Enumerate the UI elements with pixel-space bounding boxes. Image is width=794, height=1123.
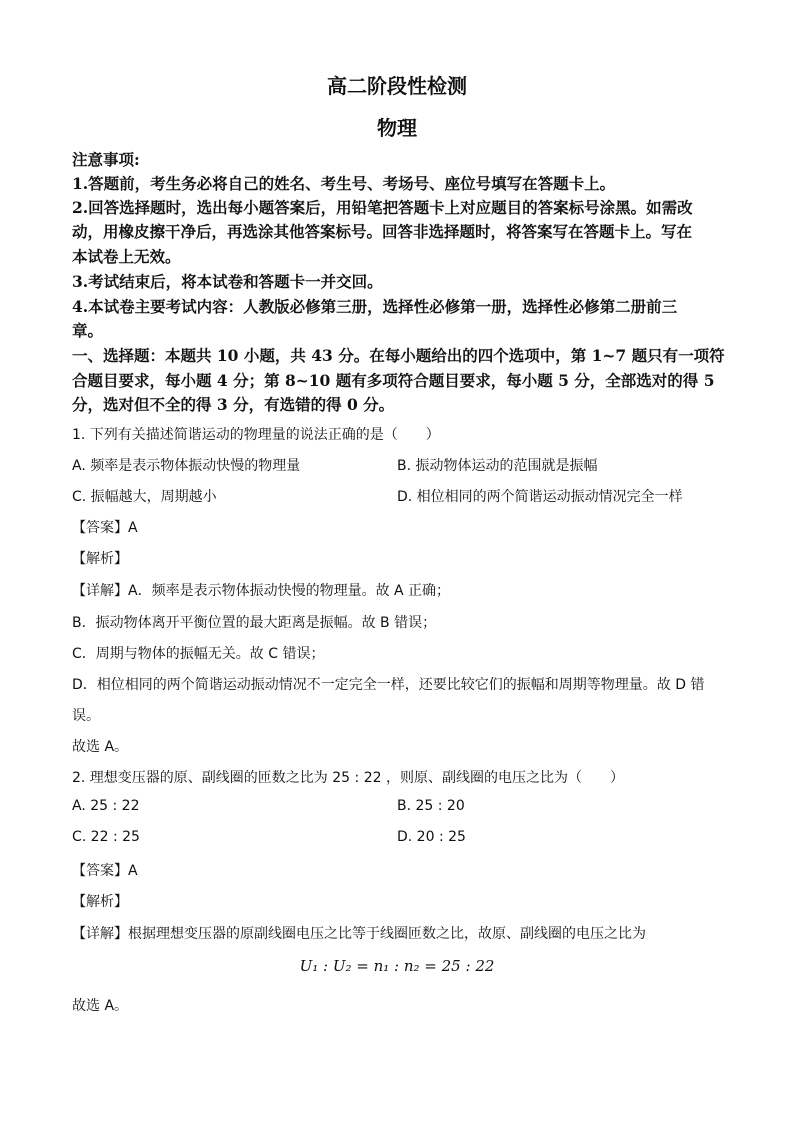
note-line: 2.回答选择题时，选出每小题答案后，用铅笔把答题卡上对应题目的答案标号涂黑。如需改 <box>72 198 693 217</box>
note-line: 3.考试结束后，将本试卷和答题卡一并交回。 <box>72 272 383 291</box>
section-instruction: 一、选择题：本题共 10 小题，共 43 分。在每小题给出的四个选项中，第 1~7 题只有一项符 <box>72 346 725 365</box>
note-line: 1.答题前，考生务必将自己的姓名、考生号、考场号、座位号填写在答题卡上。 <box>72 174 616 193</box>
q2-analysis-label: 【解析】 <box>72 894 128 910</box>
q2-option-a: A. 25 : 22 <box>72 798 140 814</box>
subject-title: 物理 <box>377 116 417 140</box>
section-instruction: 分，选对但不全的得 3 分，有选错的得 0 分。 <box>72 395 395 414</box>
q2-conclusion: 故选 A。 <box>72 998 129 1014</box>
notes-heading: 注意事项: <box>72 150 140 169</box>
q2-option-c: C. 22 : 25 <box>72 829 140 845</box>
q1-detail-line: C．周期与物体的振幅无关。故 C 错误； <box>72 646 325 662</box>
q1-option-c: C. 振幅越大，周期越小 <box>72 489 217 505</box>
q1-detail-line: D．相位相同的两个简谐运动振动情况不一定完全一样，还要比较它们的振幅和周期等物理量。故 D 错 <box>72 677 705 693</box>
note-line: 4.本试卷主要考试内容：人教版必修第三册，选择性必修第一册，选择性必修第二册前三 <box>72 297 678 316</box>
q1-detail-line: B．振动物体离开平衡位置的最大距离是振幅。故 B 错误； <box>72 615 437 631</box>
section-instruction: 合题目要求，每小题 4 分；第 8~10 题有多项符合题目要求，每小题 5 分，全部选对的得 5 <box>72 371 715 390</box>
q1-option-b: B. 振动物体运动的范围就是振幅 <box>397 458 598 474</box>
q1-option-a: A. 频率是表示物体振动快慢的物理量 <box>72 458 301 474</box>
q2-option-b: B. 25 : 20 <box>397 798 465 814</box>
q1-analysis-label: 【解析】 <box>72 551 128 567</box>
q1-detail-line: 【详解】A．频率是表示物体振动快慢的物理量。故 A 正确； <box>72 583 451 599</box>
q1-option-d: D. 相位相同的两个简谐运动振动情况完全一样 <box>397 489 683 505</box>
note-line: 本试卷上无效。 <box>72 247 181 266</box>
q1-detail-line: 误。 <box>72 708 100 724</box>
exam-title: 高二阶段性检测 <box>327 74 467 98</box>
q2-option-d: D. 20 : 25 <box>397 829 466 845</box>
note-line: 动，用橡皮擦干净后，再选涂其他答案标号。回答非选择题时，将答案写在答题卡上。写在 <box>72 222 693 241</box>
q2-formula: U₁ : U₂ = n₁ : n₂ = 25 : 22 <box>299 957 495 975</box>
q2-detail-line: 【详解】根据理想变压器的原副线圈电压之比等于线圈匝数之比，故原、副线圈的电压之比为 <box>72 926 646 942</box>
question-2-stem: 2. 理想变压器的原、副线圈的匝数之比为 25 : 22 ，则原、副线圈的电压之比为（ ） <box>72 770 624 786</box>
question-1-stem: 1. 下列有关描述简谐运动的物理量的说法正确的是（ ） <box>72 427 440 443</box>
q2-answer: 【答案】A <box>72 863 138 879</box>
q1-answer: 【答案】A <box>72 520 138 536</box>
q1-conclusion: 故选 A。 <box>72 739 129 755</box>
note-line: 章。 <box>72 321 104 340</box>
